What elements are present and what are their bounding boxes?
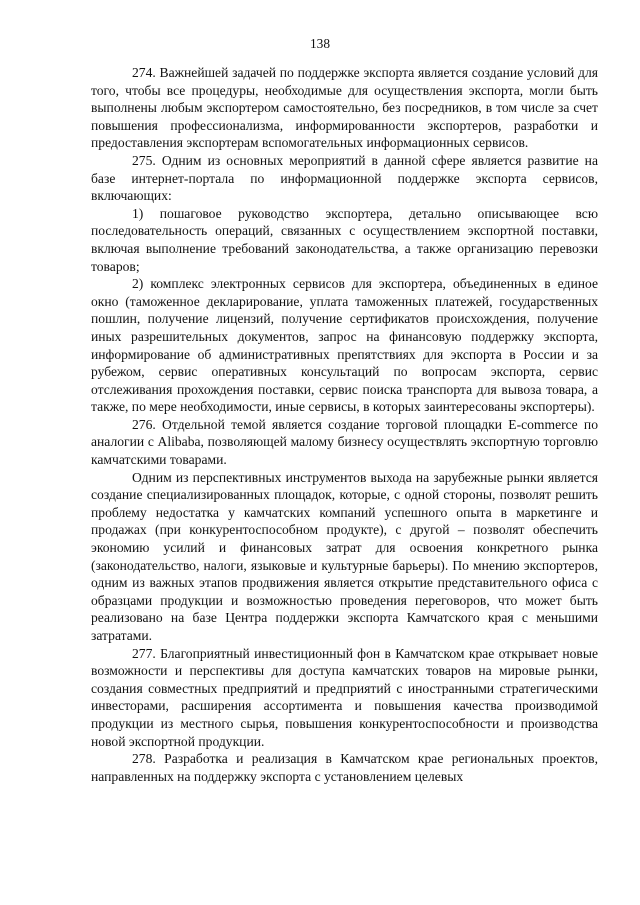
list-item-2: 2) комплекс электронных сервисов для экспортера, объединенных в единое окно (таможенное декларирование, уплата таможенных платежей, государственных пошлин, получение лицензий, получение сертификатов происхождения, получение иных разрешительных документов, запрос на финансовую поддержку экспорта, информирование об административных препятствиях для экспорта в России и за рубежом, сервис оперативных консультаций по вопросам экспорта, сервис отслеживания прохождения поставки, сервис поиска транспорта для вывоза товара, а также, по мере необходимости, иные сервисы, в которых заинтересованы экспортеры). <box>91 276 598 415</box>
page-number: 138 <box>309 36 331 51</box>
document-body <box>91 64 598 785</box>
paragraph-276: 276. Отдельной темой является создание торговой площадки E-commerce по аналогии с Alibaba, позволяющей малому бизнесу осуществлять экспортную торговлю камчатскими товарами. <box>91 416 598 468</box>
paragraph-export-platforms: Одним из перспективных инструментов выхода на зарубежные рынки является создание специализированных площадок, которые, с одной стороны, позволят решить проблему недостатка у камчатских компаний успешного опыта в маркетинге и продажах (при конкурентоспособном продукте), с другой – позволят обеспечить экономию усилий и финансовых затрат для освоения конкретного рынка (законодательство, налоги, языковые и культурные барьеры). По мнению экспортеров, одним из важных этапов продвижения является открытие представительного офиса с образцами продукции и возможностью проведения переговоров, что может быть реализовано на базе Центра поддержки экспорта Камчатского края с меньшими затратами. <box>91 469 598 643</box>
paragraph-278: 278. Разработка и реализация в Камчатском крае региональных проектов, направленных на поддержку экспорта с установлением целевых <box>91 751 598 784</box>
paragraph-275: 275. Одним из основных мероприятий в данной сфере является развитие на базе интернет-портала по информационной поддержке экспорта сервисов, включающих: <box>91 152 598 204</box>
list-item-1: 1) пошаговое руководство экспортера, детально описывающее всю последовательность операций, связанных с осуществлением экспортной поставки, включая выполнение требований законодательства, а также организацию перевозки товаров; <box>91 205 598 274</box>
paragraph-274: 274. Важнейшей задачей по поддержке экспорта является создание условий для того, чтобы все процедуры, необходимые для осуществления экспорта, могли быть выполнены любым экспортером самостоятельно, без посредников, в том числе за счет повышения профессионализма, информированности экспортеров, разработки и предоставления экспортерам вспомогательных информационных сервисов. <box>91 65 598 151</box>
paragraph-277: 277. Благоприятный инвестиционный фон в Камчатском крае открывает новые возможности и перспективы для доступа камчатских товаров на мировые рынки, создания совместных предприятий и предприятий с иностранными стратегическими инвесторами, расширения ассортимента и повышения качества производимой продукции из местного сырья, повышения конкурентоспособности и производства новой экспортной продукции. <box>91 645 598 749</box>
